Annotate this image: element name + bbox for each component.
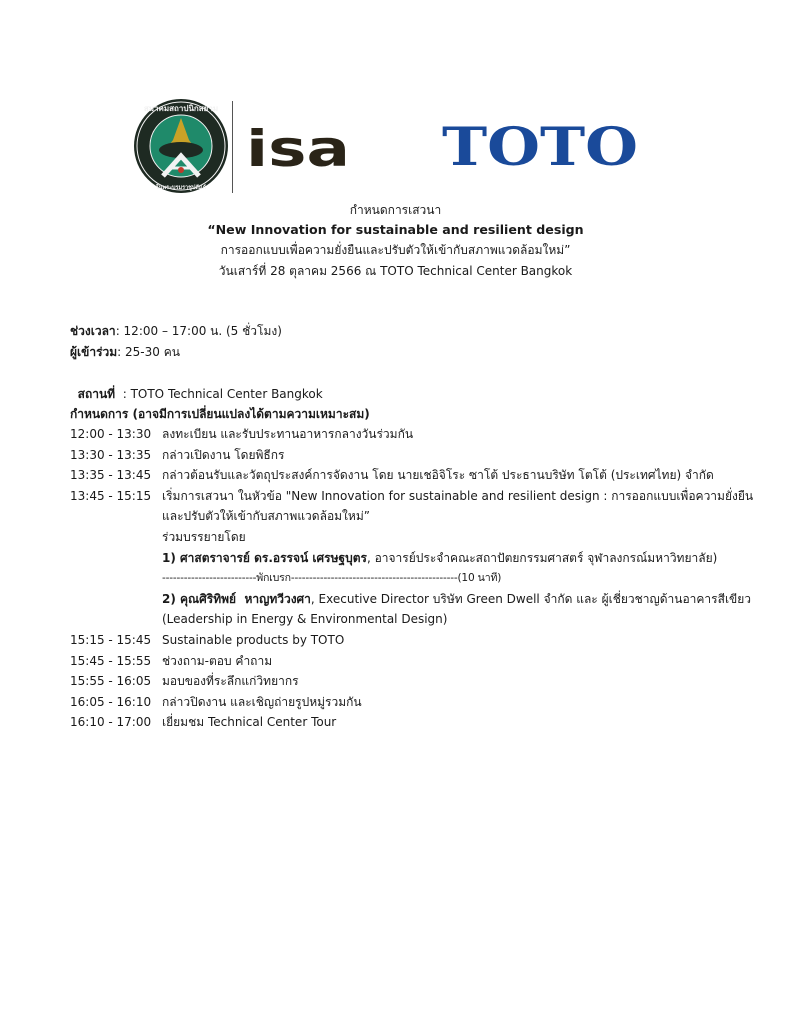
- info-venue: [70, 363, 323, 405]
- schedule-row: [70, 671, 730, 692]
- schedule-time: 16:05 - 16:10: [70, 694, 152, 709]
- info-attendees-value: : 25-30 คน: [117, 345, 180, 359]
- speaker-1-desc: , อาจารย์ประจำคณะสถาปัตยกรรมศาสตร์ จุฬาลงกรณ์มหาวิทยาลัย): [366, 550, 718, 565]
- schedule-desc: ช่วงถาม-ตอบ คำถาม: [162, 653, 273, 668]
- isa-logo-text: isa: [246, 122, 350, 172]
- schedule-desc: กล่าวเปิดงาน โดยพิธีกร: [162, 447, 285, 462]
- schedule-time: 15:55 - 16:05: [70, 674, 152, 689]
- seal-text-bottom: ในพระบรมราชูปถัมภ์: [156, 185, 206, 191]
- toto-logo-text: TOTO: [442, 118, 638, 172]
- info-time-value: : 12:00 – 17:00 น. (5 ชั่วโมง): [115, 324, 282, 338]
- logo-divider: [232, 101, 233, 193]
- schedule-time: 15:45 - 15:55: [70, 653, 152, 668]
- speakers-intro: ร่วมบรรยายโดย: [162, 529, 246, 544]
- info-attendees: [70, 342, 180, 363]
- schedule-title: กำหนดการ (อาจมีการเปลี่ยนแปลงได้ตามความเหมาะสม): [70, 407, 370, 421]
- schedule-row: [70, 630, 730, 651]
- schedule-time: 13:45 - 15:15: [70, 488, 152, 503]
- info-attendees-label: ผู้เข้าร่วม: [70, 345, 118, 359]
- speakers-intro-row: [70, 527, 730, 548]
- speaker-2-extra-row: [70, 609, 730, 630]
- schedule-time: 12:00 - 13:30: [70, 427, 152, 441]
- schedule-continuation: [70, 506, 730, 527]
- schedule-time: 15:15 - 15:45: [70, 632, 152, 647]
- schedule-list: [70, 424, 754, 733]
- speaker-2-extra: (Leadership in Energy & Environmental Design): [162, 612, 448, 627]
- schedule-row: [70, 486, 754, 507]
- schedule-desc: มอบของที่ระลึกแก่วิทยากร: [162, 674, 299, 689]
- schedule-time: 13:35 - 13:45: [70, 468, 152, 483]
- schedule-desc: ลงทะเบียน และรับประทานอาหารกลางวันร่วมกัน: [162, 427, 414, 441]
- speaker-1-name: 1) ศาสตราจารย์ ดร.อรรจน์ เศรษฐบุตร: [162, 550, 367, 565]
- schedule-desc: Sustainable products by TOTO: [162, 632, 345, 647]
- speaker-2-name: 2) คุณศิริทิพย์ หาญทวีวงศา: [162, 591, 311, 606]
- info-time-label: ช่วงเวลา: [70, 324, 116, 338]
- speaker-1: [70, 548, 730, 569]
- schedule-desc: เยี่ยมชม Technical Center Tour: [162, 715, 337, 730]
- schedule-row: [70, 465, 730, 486]
- info-venue-label: สถานที่: [77, 387, 116, 401]
- schedule-desc-continuation: และปรับตัวให้เข้ากับสภาพแวดล้อมใหม่”: [162, 509, 370, 524]
- schedule-row: [70, 651, 730, 672]
- schedule-desc: กล่าวปิดงาน และเชิญถ่ายรูปหมู่รวมกัน: [162, 694, 362, 709]
- asa-seal-logo: [133, 98, 229, 194]
- schedule-row: [70, 424, 730, 445]
- info-venue-value: : TOTO Technical Center Bangkok: [115, 387, 323, 401]
- event-date-venue: วันเสาร์ที่ 28 ตุลาคม 2566 ณ TOTO Technical Center Bangkok: [218, 264, 573, 278]
- schedule-time: 13:30 - 13:35: [70, 447, 152, 462]
- schedule-time: 16:10 - 17:00: [70, 715, 152, 730]
- logo-bar: [0, 0, 791, 200]
- header-subtitle: กำหนดการเสวนา: [349, 203, 442, 217]
- schedule-row: [70, 445, 730, 466]
- break-line: --------------------------พักเบรก----------------------------------------------(10 นาที): [162, 572, 502, 585]
- schedule-row: [70, 712, 730, 733]
- schedule-row: [70, 692, 730, 713]
- speaker-2-desc: , Executive Director บริษัท Green Dwell จำกัด และ ผู้เชี่ยวชาญด้านอาคารสีเขียว: [310, 591, 752, 606]
- speaker-2: [70, 589, 752, 610]
- event-title-thai: การออกแบบเพื่อความยั่งยืนและปรับตัวให้เข้ากับสภาพแวดล้อมใหม่”: [220, 243, 571, 257]
- isa-logo: [246, 122, 352, 172]
- toto-logo: [440, 118, 640, 172]
- break-row: [70, 568, 730, 589]
- event-title: “New Innovation for sustainable and resilient design: [207, 222, 584, 237]
- schedule-desc: กล่าวต้อนรับและวัตถุประสงค์การจัดงาน โดย นายเชอิจิโระ ซาโต้ ประธานบริษัท โตโต้ (ประเทศไทย) จำกัด: [162, 468, 714, 483]
- schedule-desc: เริ่มการเสวนา ในหัวข้อ "New Innovation for sustainable and resilient design : การออกแบบเพื่อความยั่งยืน: [162, 488, 754, 503]
- seal-text-top: สมาคมสถาปนิกสยาม: [143, 104, 219, 113]
- info-time: [70, 321, 282, 342]
